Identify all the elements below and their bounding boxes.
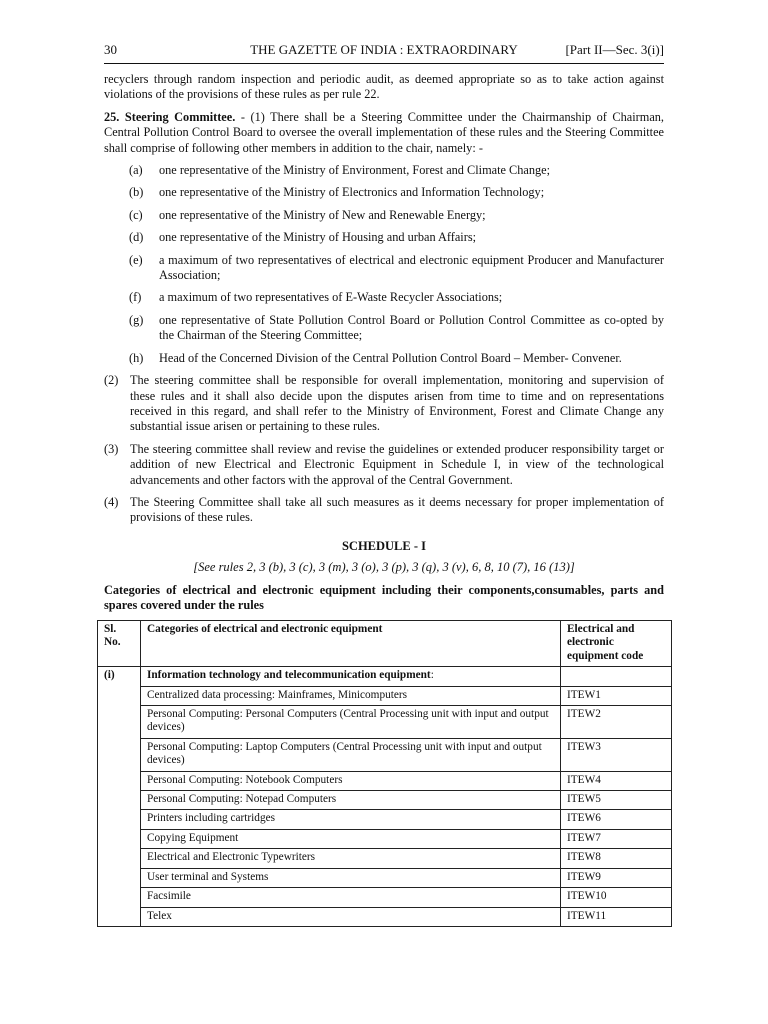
list-item: (b) one representative of the Ministry of Electronics and Information Technology; [129, 185, 545, 200]
intro-paragraph: recyclers through random inspection and periodic audit, as deemed appropriate so as to take action against violations of the provisions of these rules as per rule 22. [104, 72, 664, 102]
table-row: Telex ITEW11 [98, 907, 672, 926]
schedule-title: SCHEDULE - I [341, 539, 427, 553]
list-item: (f) a maximum of two representatives of E-Waste Recycler Associations; [129, 290, 503, 305]
table-row: Personal Computing: Notebook Computers ITEW4 [98, 771, 672, 790]
committee-member-list [129, 163, 664, 366]
table-row: Printers including cartridges ITEW6 [98, 810, 672, 829]
rule-25-paragraph [104, 110, 664, 156]
table-row: Personal Computing: Personal Computers (Central Processing unit with input and output devices) ITEW2 [98, 706, 672, 739]
part-section: [Part II—Sec. 3(i)] [565, 42, 664, 57]
list-item: (g) one representative of State Pollution Control Board or Pollution Control Committee as co-opted by the Chairman of the Steering Committee; [129, 312, 664, 343]
column-header-code: Electrical and electronic equipment code [561, 621, 672, 667]
group-title: Information technology and telecommunication equipment [147, 669, 431, 682]
rule-25-text: - (1) There shall be a Steering Committee under the Chairmanship of Chairman, Central Pollution Control Board to oversee the overall implementation of these rules and the Steering Committee shall comprise of following other members in addition to the chair, namely: - [104, 109, 664, 155]
schedule-table [97, 620, 672, 927]
column-header-category: Categories of electrical and electronic equipment [141, 621, 561, 667]
list-item: (e) a maximum of two representatives of electrical and electronic equipment Producer and Manufacturer Association; [129, 252, 664, 283]
list-item: (2) The steering committee shall be responsible for overall implementation, monitoring and supervision of these rules and it shall also decide upon the disputes arisen from time to time and on representations received in this regard, and shall refer to the Ministry of Environment, Forest and Climate Change any substantial issue arisen or pertaining to these rules. [104, 373, 664, 434]
header-divider [104, 63, 664, 64]
list-item: (4) The Steering Committee shall take all such measures as it deems necessary for proper implementation of provisions of these rules. [104, 494, 664, 525]
table-row: User terminal and Systems ITEW9 [98, 868, 672, 887]
group-number: (i) [98, 667, 141, 927]
group-code-cell [561, 667, 672, 686]
table-row: Electrical and Electronic Typewriters ITEW8 [98, 849, 672, 868]
schedule-reference: [See rules 2, 3 (b), 3 (c), 3 (m), 3 (o), 3 (p), 3 (q), 3 (v), 6, 8, 10 (7), 16 (13)] [193, 560, 575, 574]
list-item: (c) one representative of the Ministry of New and Renewable Energy; [129, 207, 486, 222]
group-title-cell [141, 667, 561, 686]
rule-25-heading: 25. Steering Committee. [104, 109, 236, 124]
table-row: Personal Computing: Laptop Computers (Central Processing unit with input and output devices) ITEW3 [98, 738, 672, 771]
list-item: (h) Head of the Concerned Division of the Central Pollution Control Board – Member- Convener. [129, 350, 622, 365]
body-text [104, 72, 664, 533]
table-row: Personal Computing: Notepad Computers ITEW5 [98, 791, 672, 810]
page-header [104, 42, 664, 62]
subrule-list [104, 373, 664, 526]
page-number: 30 [104, 42, 117, 57]
table-row: Facsimile ITEW10 [98, 888, 672, 907]
list-item: (d) one representative of the Ministry of Housing and urban Affairs; [129, 230, 477, 245]
table-row: Copying Equipment ITEW7 [98, 829, 672, 848]
schedule-caption: Categories of electrical and electronic equipment including their components,consumables, parts and spares covered under the rules [104, 583, 664, 613]
list-item: (3) The steering committee shall review and revise the guidelines or extended producer responsibility target or addition of new Electrical and Electronic Equipment in Schedule I, in view of the technological advancements and other factors with the approval of the Central Government. [104, 441, 664, 487]
table-row: Centralized data processing: Mainframes, Minicomputers ITEW1 [98, 686, 672, 705]
table-group-row [98, 667, 672, 686]
list-item: (a) one representative of the Ministry of Environment, Forest and Climate Change; [129, 163, 551, 178]
column-header-sl-no: Sl. No. [98, 621, 141, 667]
gazette-title: THE GAZETTE OF INDIA : EXTRAORDINARY [250, 42, 518, 57]
group-title-suffix: : [430, 669, 434, 682]
table-header-row [98, 621, 672, 667]
